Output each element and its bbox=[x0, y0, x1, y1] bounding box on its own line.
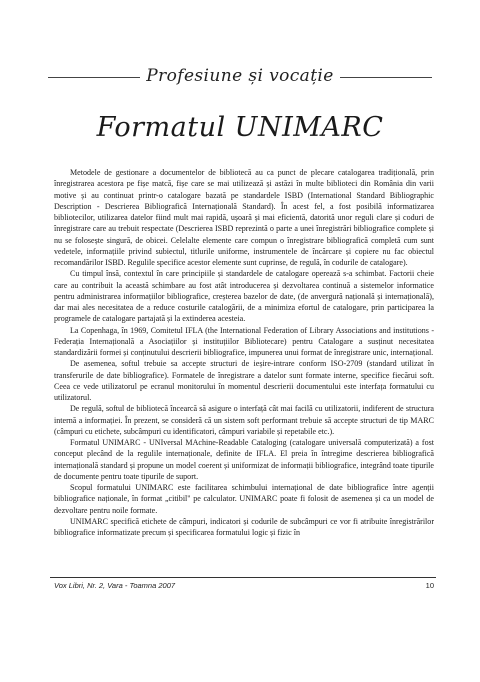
paragraph: De asemenea, softul trebuie sa accepte structuri de ieșire-intrare conform ISO-2709 (standard utilizat în transferurile de date bibliografice). Formatele de înregistrare a datelor sunt formate interne, specifice fiecărui soft. Ceea ce vede utilizatorul pe ecranul monitorului în momentul descrierii documentului este interfața formatului cu utilizatorul. bbox=[54, 359, 434, 402]
paragraph: Scopul formatului UNIMARC este facilitarea schimbului internațional de date bibliografice între agenții bibliografice naționale, în format „citibil" pe calculator. UNIMARC poate fi folosit de asemenea și ca un model de dezvoltare pentru noile formate. bbox=[54, 483, 434, 515]
footer-journal: Vox Libri, Nr. 2, Vara - Toamna 2007 bbox=[54, 581, 176, 590]
header-rule-right bbox=[340, 77, 432, 78]
paragraph: Formatul UNIMARC - UNIversal MAchine-Readable Cataloging (catalogare universală computerizată) a fost conceput plecând de la regulile internaționale, definite de IFLA. El preia în întregime descrierea bibliografică internațională standard și propune un model coerent și uniformizat de informații bibliografice, integrând toate tipurile de documente pentru toate tipurile de suport. bbox=[54, 438, 434, 481]
section-title: Profesiune și vocație bbox=[146, 66, 334, 86]
paragraph: Cu timpul însă, contextul în care principiile și standardele de catalogare operează s-a schimbat. Factorii cheie care au contribuit la această schimbare au fost atât introducerea și dezvoltarea continuă a sistemelor informatice pentru administrarea informațiilor bibliografice, creșterea bazelor de date, (de anvergură națională și internațională), dar mai ales necesitatea de a reduce costurile catalogării, de a minimiza efortul de catalogare, prin participarea la programele de catalogare partajată și la extinderea acesteia. bbox=[54, 269, 434, 324]
paragraph: Metodele de gestionare a documentelor de bibliotecă au ca punct de plecare catalogarea tradițională, prin înregistrarea acestora pe fișe matcă, fișe care se mai utilizează și astăzi în multe biblioteci din România din varii motive și au continuat printr-o catalogare bazată pe standardele ISBD (International Standard Bibliographic Description - Descrierea Bibliografică Internațională Standard). În acest fel, a fost posibilă informatizarea bibliotecilor, utilizarea datelor fiind mult mai rapidă, ușoară și mai eficientă, datorită unor reguli clare și coduri de înregistrare care au trebuit respectate (Descrierea ISBD reprezintă o parte a unei înregistrări bibliografice complete și nu se folosește singură, de obicei. Celelalte elemente care compun o înregistrare bibliografică completă cum sunt vedetele, informațiile privind subiectul, titlurile uniforme, instrumentele de încărcare și copiere nu fac obiectul recomandărilor ISBD. Regulile specifice acestor elemente sunt cuprinse, de regulă, în codurile de catalogare). bbox=[54, 168, 434, 267]
paragraph: La Copenhaga, în 1969, Comitetul IFLA (the International Federation of Library Associations and institutions - Federația Internațională a Asociațiilor și instituțiilor Bibliotecare) pentru Catalogare a susținut necesitatea standardizării formei și conținutului descrierii bibliografice, impunerea unui format de înregistrare unic, internațional. bbox=[54, 325, 434, 357]
article-body bbox=[54, 167, 434, 538]
paragraph: UNIMARC specifică etichete de câmpuri, indicatori și codurile de subcâmpuri ce vor fi atribuite înregistrărilor bibliografice informatizate precum și specificarea formatului logic și fizic în bbox=[54, 516, 434, 537]
footer-rule bbox=[50, 577, 436, 578]
paragraph: De regulă, softul de bibliotecă încearcă să asigure o interfață cât mai facilă cu utilizatorii, indiferent de structura internă a informației. În prezent, se consideră că un sistem soft performant trebuie să accepte structuri de tip MARC (câmpuri cu etichete, subcâmpuri cu identificatori, câmpuri variabile și repetabile etc.). bbox=[54, 404, 434, 436]
page-number: 10 bbox=[425, 581, 434, 590]
article-title: Formatul UNIMARC bbox=[96, 112, 384, 143]
section-header bbox=[0, 66, 480, 88]
